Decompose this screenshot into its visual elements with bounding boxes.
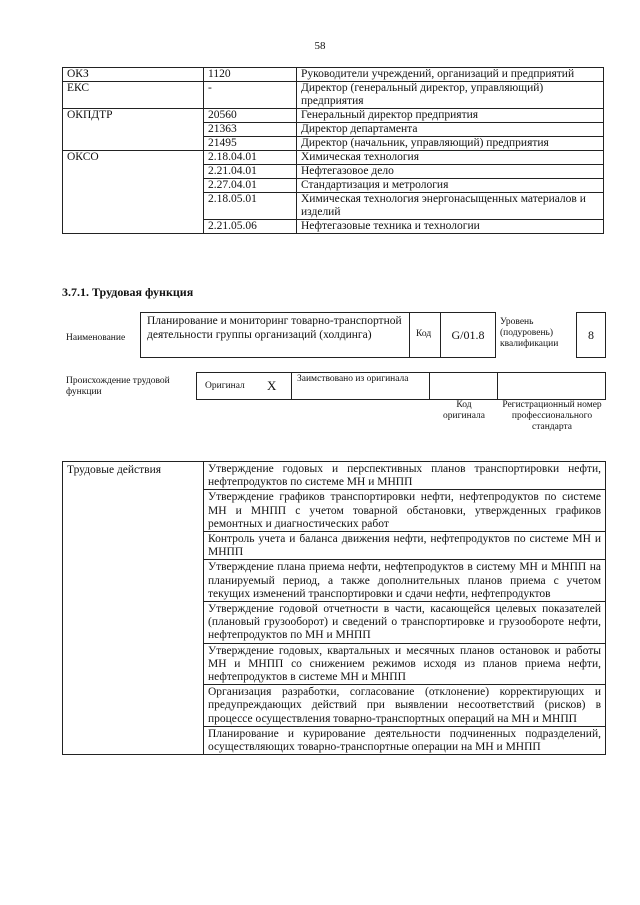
classification-number: 2.21.04.01 (204, 165, 297, 179)
level-value: 8 (588, 328, 594, 342)
code-label-box (410, 312, 441, 358)
function-name-box (140, 312, 410, 358)
classification-number: - (204, 82, 297, 109)
classification-number: 21495 (204, 137, 297, 151)
page-number: 58 (314, 40, 326, 52)
actions-label: Трудовые действия (63, 462, 204, 755)
classification-description: Нефтегазовые техника и технологии (297, 220, 604, 234)
action-row (63, 462, 606, 490)
classification-number: 1120 (204, 68, 297, 82)
action-item: Утверждение графиков транспортировки нефти, нефтепродуктов по системе МН и МНПП с учетом товарной обстановки, утвержденных графиков ремонтных и диагностических работ (204, 490, 606, 532)
labor-actions-table (62, 461, 606, 755)
classification-description: Руководители учреждений, организаций и предприятий (297, 68, 604, 82)
classification-description: Генеральный директор предприятия (297, 109, 604, 123)
classification-description: Стандартизация и метрология (297, 179, 604, 193)
classification-description: Директор (генеральный директор, управляющий) предприятия (297, 82, 604, 109)
classification-number: 2.27.04.01 (204, 179, 297, 193)
classification-number: 2.18.04.01 (204, 151, 297, 165)
name-label: Наименование (66, 333, 126, 343)
action-item: Утверждение годовых и перспективных планов транспортировки нефти, нефтепродуктов по системе МН и МНПП (204, 462, 606, 490)
level-label: Уровень (подуровень) квалификации (500, 317, 559, 349)
registration-number-label: Регистрационный номер профессионального стандарта (502, 400, 602, 432)
borrowed-label: Заимствовано из оригинала (297, 374, 409, 384)
classification-number: 20560 (204, 109, 297, 123)
action-item: Контроль учета и баланса движения нефти, нефтепродуктов по системе МН и МНПП (204, 532, 606, 560)
classification-row (63, 109, 604, 123)
classification-code: ОКПДТР (63, 109, 204, 151)
classification-table (62, 67, 604, 234)
classification-row (63, 82, 604, 109)
origin-table (196, 372, 606, 400)
action-item: Организация разработки, согласование (отклонение) корректирующих и предупреждающих действий при выявлении несоответствий (рисков) в процессе осуществления товарно-транспортных операций на МН и МНПП (204, 685, 606, 727)
action-item: Утверждение годовой отчетности в части, касающейся целевых показателей (плановый грузооборот) и сведений о транспортировке и грузообороте нефти, нефтепродуктов по МН и МНПП (204, 602, 606, 644)
section-title: 3.7.1. Трудовая функция (62, 285, 194, 299)
classification-code: ОКЗ (63, 68, 204, 82)
classification-code: ОКСО (63, 151, 204, 234)
classification-description: Директор (начальник, управляющий) предприятия (297, 137, 604, 151)
classification-row (63, 68, 604, 82)
function-name-value: Планирование и мониторинг товарно-транспортной деятельности группы организаций (холдинга) (147, 315, 402, 341)
original-mark: X (267, 378, 277, 393)
classification-number: 2.21.05.06 (204, 220, 297, 234)
level-value-box (576, 312, 606, 358)
action-item: Утверждение плана приема нефти, нефтепродуктов в систему МН и МНПП на планируемый период, а также дополнительных планов приема с учетом текущих изменений транспортировки и сдачи нефти, нефтепродуктов (204, 560, 606, 602)
classification-number: 21363 (204, 123, 297, 137)
code-value: G/01.8 (451, 328, 485, 342)
classification-code: ЕКС (63, 82, 204, 109)
action-item: Утверждение годовых, квартальных и месячных планов остановок и работы МН и МНПП со снижением режимов исходя из планов приема нефти, нефтепродуктов в системе МН и МНПП (204, 643, 606, 685)
classification-row (63, 151, 604, 165)
classification-description: Директор департамента (297, 123, 604, 137)
origin-label: Происхождение трудовой функции (66, 376, 170, 397)
original-code-label: Код оригинала (443, 400, 485, 421)
code-label: Код (416, 329, 432, 339)
classification-description: Нефтегазовое дело (297, 165, 604, 179)
classification-description: Химическая технология энергонасыщенных материалов и изделий (297, 193, 604, 220)
original-label: Оригинал (205, 381, 245, 391)
classification-description: Химическая технология (297, 151, 604, 165)
code-value-box (440, 312, 496, 358)
classification-number: 2.18.05.01 (204, 193, 297, 220)
action-item: Планирование и курирование деятельности подчиненных подразделений, осуществляющих товарно-транспортные операции на МН и МНПП (204, 726, 606, 754)
